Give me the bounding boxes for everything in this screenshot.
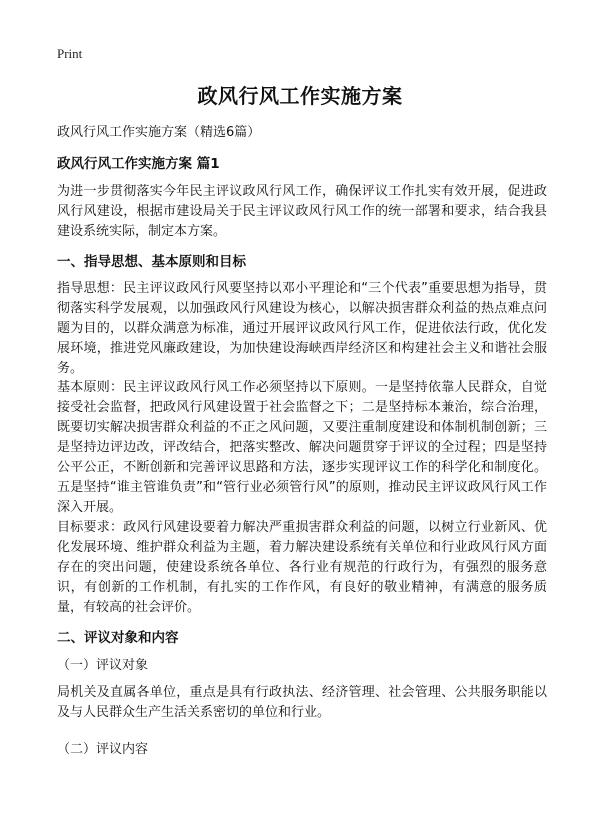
sub-heading-content: （二）评议内容: [57, 742, 149, 757]
section-title: 政风行风工作实施方案 篇1: [57, 156, 220, 172]
heading-evaluation-targets: 二、评议对象和内容: [57, 630, 179, 646]
intro-paragraph: 为进一步贯彻落实今年民主评议政风行风工作，确保评议工作扎实有效开展，促进政风行风建设，根据市建设局关于民主评议政风行风工作的统一部署和要求，结合我县建设系统实际，制定本方案。: [57, 184, 547, 239]
sub-heading-targets: （一）评议对象: [57, 658, 149, 673]
guiding-thought-paragraph: 指导思想：民主评议政风行风要坚持以邓小平理论和“三个代表”重要思想为指导，贯彻落实科学发展观，以加强政风行风建设为核心，以解决损害群众利益的热点难点问题为目的，以群众满意为标准，通过开展评议政风行风工作，促进依法行政，优化发展环境，推进党风廉政建设，为加快建设海峡西岸经济区和构建社会主义和谐社会服务。: [57, 281, 547, 376]
basic-principles-paragraph: 基本原则：民主评议政风行风工作必须坚持以下原则。一是坚持依靠人民群众，自觉接受社会监督，把政风行风建设置于社会监督之下；二是坚持标本兼治，综合治理，既要切实解决损害群众利益的不正之风问题，又要注重制度建设和体制机制创新；三是坚持边评边改，评改结合，把落实整改、解决问题贯穿于评议的全过程；四是坚持公平公正，不断创新和完善评议思路和方法，逐步实现评议工作的科学化和制度化。五是坚持“谁主管谁负责”和“管行业必须管行风”的原则，推动民主评议政风行风工作深入开展。: [57, 380, 547, 515]
print-link[interactable]: Print: [57, 46, 83, 61]
document-title: 政风行风工作实施方案: [197, 84, 403, 108]
document-subtitle: 政风行风工作实施方案（精选6篇）: [57, 125, 261, 140]
heading-guiding-principles: 一、指导思想、基本原则和目标: [57, 254, 246, 270]
targets-paragraph: 局机关及直属各单位，重点是具有行政执法、经济管理、社会管理、公共服务职能以及与人民群众生产生活关系密切的单位和行业。: [57, 685, 547, 720]
goals-paragraph: 目标要求：政风行风建设要着力解决严重损害群众利益的问题，以树立行业新风、优化发展环境、维护群众利益为主题，着力解决建设系统有关单位和行业政风行风方面存在的突出问题，使建设系统各单位、各行业有规范的行政行为，有强烈的服务意识，有创新的工作机制，有扎实的工作作风，有良好的敬业精神，有满意的服务质量，有较高的社会评价。: [57, 520, 547, 615]
